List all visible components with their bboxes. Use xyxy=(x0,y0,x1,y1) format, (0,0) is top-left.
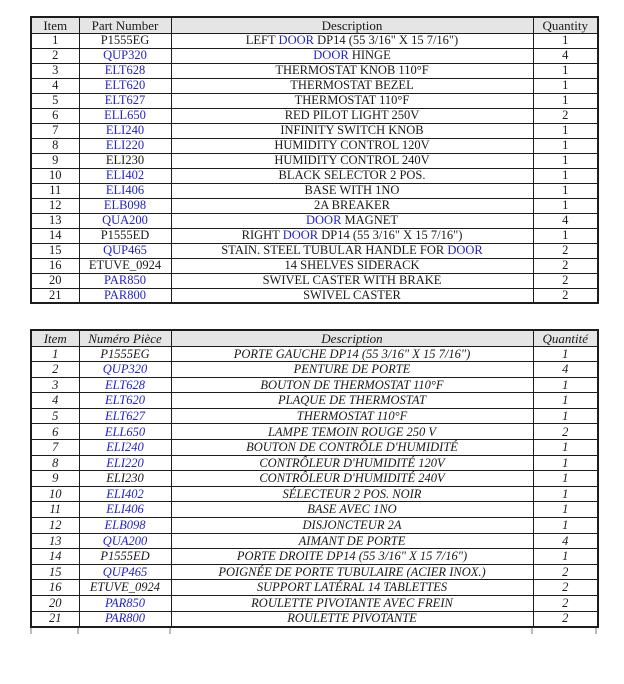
quantity-cell: 1 xyxy=(533,198,598,213)
description-cell xyxy=(171,63,533,78)
col-header-num-ro-pi-ce: Numéro Pièce xyxy=(79,330,171,346)
item-cell: 12 xyxy=(31,518,79,534)
part-number-link[interactable]: ELI406 xyxy=(105,183,145,198)
part-number-cell xyxy=(79,362,171,378)
table-row xyxy=(31,596,598,612)
description-cell xyxy=(171,424,533,440)
table-row xyxy=(31,549,598,565)
description-cell xyxy=(171,228,533,243)
quantity-cell: 2 xyxy=(533,611,598,627)
table-row xyxy=(31,108,598,123)
part-number-cell xyxy=(79,533,171,549)
item-cell: 10 xyxy=(31,168,79,183)
part-number-text: P1555ED xyxy=(100,228,150,243)
table-row xyxy=(31,424,598,440)
part-number-link[interactable]: ELI240 xyxy=(106,440,144,455)
description-text: THERMOSTAT 110°F xyxy=(296,408,408,423)
part-number-cell xyxy=(79,198,171,213)
description-cell xyxy=(171,362,533,378)
part-number-text: ELI230 xyxy=(106,471,144,486)
description-cell xyxy=(171,533,533,549)
item-cell: 8 xyxy=(31,138,79,153)
description-cell xyxy=(171,377,533,393)
quantity-cell: 1 xyxy=(533,63,598,78)
description-cell xyxy=(171,393,533,409)
item-cell: 9 xyxy=(31,471,79,487)
description-cell xyxy=(171,440,533,456)
item-cell: 20 xyxy=(31,273,79,288)
part-number-cell xyxy=(79,424,171,440)
description-cell xyxy=(171,580,533,596)
part-number-link[interactable]: ELB098 xyxy=(103,198,147,213)
column-border-stub xyxy=(595,628,597,634)
part-number-link[interactable]: ELT627 xyxy=(104,93,146,108)
part-number-cell xyxy=(79,518,171,534)
description-cell xyxy=(171,408,533,424)
item-cell: 1 xyxy=(31,346,79,362)
description-cell xyxy=(171,346,533,362)
item-cell: 4 xyxy=(31,78,79,93)
quantity-cell: 1 xyxy=(533,138,598,153)
part-number-cell xyxy=(79,346,171,362)
quantity-cell: 4 xyxy=(533,362,598,378)
description-cell xyxy=(171,549,533,565)
part-number-link[interactable]: ELI240 xyxy=(105,123,145,138)
table-row xyxy=(31,455,598,471)
description-cell xyxy=(171,258,533,273)
part-number-link[interactable]: ELT628 xyxy=(104,377,146,392)
description-text: 2A BREAKER xyxy=(313,198,391,213)
description-cell xyxy=(171,564,533,580)
item-cell: 9 xyxy=(31,153,79,168)
description-cell xyxy=(171,183,533,198)
part-number-cell xyxy=(79,273,171,288)
item-cell: 2 xyxy=(31,48,79,63)
description-cell xyxy=(171,123,533,138)
quantity-cell: 1 xyxy=(533,455,598,471)
table-row xyxy=(31,486,598,502)
description-text: PORTE GAUCHE DP14 (55 3/16" X 15 7/16") xyxy=(233,346,471,361)
item-cell: 5 xyxy=(31,93,79,108)
header-row-english xyxy=(31,17,598,33)
quantity-cell: 2 xyxy=(533,243,598,258)
item-cell: 21 xyxy=(31,611,79,627)
quantity-cell: 1 xyxy=(533,123,598,138)
item-cell: 14 xyxy=(31,549,79,565)
part-number-cell xyxy=(79,93,171,108)
description-text: DISJONCTEUR 2A xyxy=(302,518,402,533)
part-number-cell xyxy=(79,63,171,78)
description-text: HUMIDITY CONTROL 240V xyxy=(274,153,430,168)
column-border-stub xyxy=(77,628,79,634)
quantity-cell: 1 xyxy=(533,228,598,243)
part-number-cell xyxy=(79,168,171,183)
description-text: DP14 (55 3/16" X 15 7/16") xyxy=(313,33,459,48)
quantity-cell: 1 xyxy=(533,440,598,456)
part-number-cell xyxy=(79,408,171,424)
description-text: BOUTON DE THERMOSTAT 110°F xyxy=(260,377,444,392)
quantity-cell: 2 xyxy=(533,258,598,273)
quantity-cell: 1 xyxy=(533,486,598,502)
description-cell xyxy=(171,596,533,612)
description-text: MAGNET xyxy=(341,213,398,228)
item-cell: 4 xyxy=(31,393,79,409)
part-number-link[interactable]: ELL650 xyxy=(104,108,146,123)
description-link[interactable]: DOOR xyxy=(447,243,483,258)
quantity-cell: 1 xyxy=(533,502,598,518)
part-number-link[interactable]: QUA200 xyxy=(102,213,148,228)
table-row xyxy=(31,518,598,534)
part-number-cell xyxy=(79,377,171,393)
description-text: BASE WITH 1NO xyxy=(304,183,400,198)
table-row xyxy=(31,168,598,183)
part-number-cell xyxy=(79,258,171,273)
description-cell xyxy=(171,502,533,518)
part-number-cell xyxy=(79,108,171,123)
item-cell: 5 xyxy=(31,408,79,424)
col-header-quantity: Quantity xyxy=(533,17,598,33)
description-text: SÉLECTEUR 2 POS. NOIR xyxy=(282,486,422,501)
description-text: BLACK SELECTOR 2 POS. xyxy=(278,168,426,183)
quantity-cell: 1 xyxy=(533,183,598,198)
col-header-part-number: Part Number xyxy=(79,17,171,33)
description-text: PORTE DROITE DP14 (55 3/16" X 15 7/16") xyxy=(236,549,468,564)
part-number-cell xyxy=(79,243,171,258)
description-cell xyxy=(171,33,533,48)
table-row xyxy=(31,393,598,409)
table-row xyxy=(31,471,598,487)
item-cell: 11 xyxy=(31,502,79,518)
table-body-french xyxy=(31,346,598,627)
quantity-cell: 1 xyxy=(533,78,598,93)
description-link[interactable]: DOOR xyxy=(282,228,319,243)
part-number-link[interactable]: PAR850 xyxy=(104,596,146,611)
column-border-stub xyxy=(531,628,533,634)
item-cell: 6 xyxy=(31,108,79,123)
item-cell: 12 xyxy=(31,198,79,213)
part-number-cell xyxy=(79,48,171,63)
part-number-link[interactable]: ELT627 xyxy=(104,408,146,423)
part-number-cell xyxy=(79,596,171,612)
part-number-link[interactable]: ELB098 xyxy=(104,518,146,533)
description-text: BASE AVEC 1NO xyxy=(307,502,397,517)
description-text: HINGE xyxy=(348,48,391,63)
table-row xyxy=(31,78,598,93)
description-link[interactable]: DOOR xyxy=(305,213,342,228)
part-number-text: P1555EG xyxy=(100,346,150,361)
description-cell xyxy=(171,518,533,534)
quantity-cell: 1 xyxy=(533,518,598,534)
quantity-cell: 1 xyxy=(533,153,598,168)
description-cell xyxy=(171,288,533,303)
quantity-cell: 1 xyxy=(533,33,598,48)
part-number-text: P1555EG xyxy=(100,33,150,48)
description-cell xyxy=(171,138,533,153)
part-number-cell xyxy=(79,440,171,456)
description-text: THERMOSTAT 110°F xyxy=(294,93,410,108)
description-text: CONTRÔLEUR D'HUMIDITÉ 240V xyxy=(259,471,445,486)
part-number-cell xyxy=(79,78,171,93)
description-text: AIMANT DE PORTE xyxy=(298,533,406,548)
description-cell xyxy=(171,93,533,108)
table-row xyxy=(31,33,598,48)
table-row xyxy=(31,198,598,213)
part-number-link[interactable]: ELI406 xyxy=(106,502,144,517)
table-row xyxy=(31,258,598,273)
item-cell: 7 xyxy=(31,123,79,138)
description-cell xyxy=(171,78,533,93)
description-text: DP14 (55 3/16" X 15 7/16") xyxy=(318,228,463,243)
table-row xyxy=(31,564,598,580)
quantity-cell: 2 xyxy=(533,108,598,123)
table-row xyxy=(31,440,598,456)
part-number-text: ETUVE_0924 xyxy=(88,258,162,273)
header-row-french xyxy=(31,330,598,346)
col-header-quantit: Quantité xyxy=(533,330,598,346)
description-cell xyxy=(171,471,533,487)
part-number-link[interactable]: PAR800 xyxy=(104,611,146,626)
description-text: BOUTON DE CONTRÔLE D'HUMIDITÉ xyxy=(246,440,458,455)
part-number-text: P1555ED xyxy=(100,549,150,564)
item-cell: 2 xyxy=(31,362,79,378)
item-cell: 15 xyxy=(31,243,79,258)
part-number-link[interactable]: QUP320 xyxy=(102,362,148,377)
part-number-text: ELI230 xyxy=(105,153,145,168)
part-number-link[interactable]: ELT620 xyxy=(104,78,146,93)
part-number-text: ETUVE_0924 xyxy=(89,580,161,595)
col-header-item: Item xyxy=(31,330,79,346)
quantity-cell: 4 xyxy=(533,213,598,228)
quantity-cell: 2 xyxy=(533,424,598,440)
col-header-description: Description xyxy=(171,330,533,346)
item-cell: 8 xyxy=(31,455,79,471)
item-cell: 21 xyxy=(31,288,79,303)
item-cell: 10 xyxy=(31,486,79,502)
description-cell xyxy=(171,48,533,63)
description-text: SWIVEL CASTER xyxy=(303,288,401,302)
part-number-cell xyxy=(79,213,171,228)
item-cell: 20 xyxy=(31,596,79,612)
quantity-cell: 2 xyxy=(533,273,598,288)
part-number-link[interactable]: ELL650 xyxy=(104,424,146,439)
quantity-cell: 2 xyxy=(533,596,598,612)
quantity-cell: 1 xyxy=(533,346,598,362)
column-border-stub xyxy=(30,628,32,634)
table-row xyxy=(31,243,598,258)
part-number-cell xyxy=(79,564,171,580)
description-text: RED PILOT LIGHT 250V xyxy=(284,108,420,123)
description-text: ROULETTE PIVOTANTE xyxy=(287,611,417,626)
table-row xyxy=(31,138,598,153)
column-border-stub xyxy=(169,628,171,634)
description-text: CONTRÔLEUR D'HUMIDITÉ 120V xyxy=(259,455,445,470)
description-cell xyxy=(171,198,533,213)
description-text: LEFT xyxy=(245,33,279,48)
item-cell: 3 xyxy=(31,63,79,78)
part-number-cell xyxy=(79,502,171,518)
description-text: 14 SHELVES SIDERACK xyxy=(284,258,420,273)
quantity-cell: 1 xyxy=(533,549,598,565)
table-row xyxy=(31,533,598,549)
description-text: HUMIDITY CONTROL 120V xyxy=(274,138,430,153)
table-row xyxy=(31,288,598,303)
part-number-cell xyxy=(79,288,171,303)
item-cell: 13 xyxy=(31,213,79,228)
description-cell xyxy=(171,108,533,123)
part-number-link[interactable]: PAR800 xyxy=(104,288,146,302)
part-number-cell xyxy=(79,471,171,487)
item-cell: 14 xyxy=(31,228,79,243)
table-row xyxy=(31,153,598,168)
description-text: SWIVEL CASTER WITH BRAKE xyxy=(262,273,442,288)
description-text: RIGHT xyxy=(241,228,283,243)
part-number-cell xyxy=(79,486,171,502)
description-cell xyxy=(171,213,533,228)
parts-table-english xyxy=(30,16,599,304)
description-cell xyxy=(171,153,533,168)
part-number-cell xyxy=(79,580,171,596)
part-number-link[interactable]: QUP465 xyxy=(102,564,148,579)
table-row xyxy=(31,580,598,596)
quantity-cell: 1 xyxy=(533,168,598,183)
table-row xyxy=(31,408,598,424)
description-text: PENTURE DE PORTE xyxy=(293,362,411,377)
table-row xyxy=(31,213,598,228)
table-row xyxy=(31,183,598,198)
description-cell xyxy=(171,168,533,183)
item-cell: 7 xyxy=(31,440,79,456)
item-cell: 1 xyxy=(31,33,79,48)
quantity-cell: 2 xyxy=(533,580,598,596)
description-text: ROULETTE PIVOTANTE AVEC FREIN xyxy=(251,596,453,611)
table-row xyxy=(31,377,598,393)
item-cell: 16 xyxy=(31,580,79,596)
description-text: SUPPORT LATÉRAL 14 TABLETTES xyxy=(256,580,448,595)
part-number-cell xyxy=(79,393,171,409)
part-number-link[interactable]: QUA200 xyxy=(102,533,148,548)
description-text: LAMPE TEMOIN ROUGE 250 V xyxy=(267,424,437,439)
description-text: THERMOSTAT BEZEL xyxy=(290,78,414,93)
part-number-link[interactable]: ELI402 xyxy=(106,486,144,501)
quantity-cell: 1 xyxy=(533,471,598,487)
description-cell xyxy=(171,611,533,627)
table-row xyxy=(31,611,598,627)
table-row xyxy=(31,362,598,378)
part-number-cell xyxy=(79,455,171,471)
table-body-english xyxy=(31,33,598,303)
quantity-cell: 4 xyxy=(533,48,598,63)
part-number-link[interactable]: ELI220 xyxy=(105,138,145,153)
quantity-cell: 4 xyxy=(533,533,598,549)
table-row xyxy=(31,346,598,362)
table-row xyxy=(31,93,598,108)
table-row xyxy=(31,63,598,78)
description-cell xyxy=(171,273,533,288)
col-header-description: Description xyxy=(171,17,533,33)
part-number-cell xyxy=(79,138,171,153)
part-number-link[interactable]: ELT620 xyxy=(104,393,146,408)
item-cell: 6 xyxy=(31,424,79,440)
description-link[interactable]: DOOR xyxy=(313,48,349,63)
part-number-cell xyxy=(79,549,171,565)
quantity-cell: 1 xyxy=(533,93,598,108)
description-cell xyxy=(171,243,533,258)
description-link[interactable]: DOOR xyxy=(278,33,314,48)
table-row xyxy=(31,502,598,518)
item-cell: 11 xyxy=(31,183,79,198)
part-number-link[interactable]: ELT628 xyxy=(104,63,146,78)
description-cell xyxy=(171,486,533,502)
description-cell xyxy=(171,455,533,471)
parts-table-french xyxy=(30,329,599,628)
part-number-link[interactable]: QUP320 xyxy=(103,48,147,63)
description-text: STAIN. STEEL TUBULAR HANDLE FOR xyxy=(221,243,448,258)
part-number-cell xyxy=(79,123,171,138)
quantity-cell: 2 xyxy=(533,288,598,303)
table-row xyxy=(31,123,598,138)
part-number-link[interactable]: PAR850 xyxy=(104,273,146,288)
description-text: THERMOSTAT KNOB 110°F xyxy=(275,63,429,78)
item-cell: 13 xyxy=(31,533,79,549)
part-number-link[interactable]: ELI402 xyxy=(105,168,145,183)
part-number-cell xyxy=(79,33,171,48)
part-number-link[interactable]: QUP465 xyxy=(103,243,147,258)
description-text: POIGNÉE DE PORTE TUBULAIRE (ACIER INOX.) xyxy=(218,564,486,579)
part-number-cell xyxy=(79,611,171,627)
item-cell: 16 xyxy=(31,258,79,273)
part-number-link[interactable]: ELI220 xyxy=(106,455,144,470)
description-text: INFINITY SWITCH KNOB xyxy=(280,123,424,138)
quantity-cell: 2 xyxy=(533,564,598,580)
quantity-cell: 1 xyxy=(533,377,598,393)
part-number-cell xyxy=(79,153,171,168)
part-number-cell xyxy=(79,228,171,243)
part-number-cell xyxy=(79,183,171,198)
quantity-cell: 1 xyxy=(533,393,598,409)
item-cell: 3 xyxy=(31,377,79,393)
description-text: PLAQUE DE THERMOSTAT xyxy=(278,393,426,408)
table-row xyxy=(31,228,598,243)
table-row xyxy=(31,273,598,288)
table-continuation-stub xyxy=(30,628,597,636)
quantity-cell: 1 xyxy=(533,408,598,424)
table-row xyxy=(31,48,598,63)
item-cell: 15 xyxy=(31,564,79,580)
col-header-item: Item xyxy=(31,17,79,33)
